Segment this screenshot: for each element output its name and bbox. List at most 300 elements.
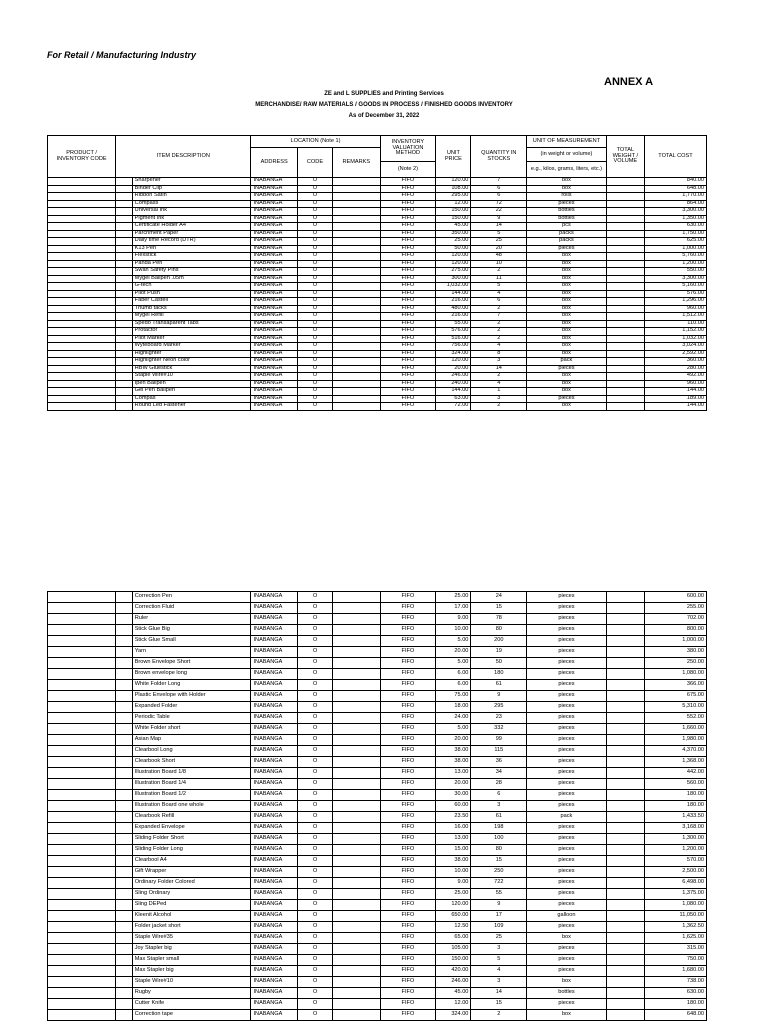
unit-of-measure-cell: box bbox=[527, 320, 607, 328]
unit-price-cell: 72.00 bbox=[436, 403, 471, 411]
total-weight-cell bbox=[606, 343, 644, 351]
total-cost-cell: 492.00 bbox=[644, 373, 706, 381]
quantity-cell: 4 bbox=[471, 966, 527, 977]
table-row bbox=[48, 889, 707, 900]
valuation-method-cell: FIFO bbox=[380, 193, 436, 201]
location-code-cell: O bbox=[297, 320, 332, 328]
sub-cell bbox=[116, 999, 133, 1010]
header-method: INVENTORY VALUATION METHOD bbox=[380, 136, 436, 162]
total-cost-cell: 1,512.00 bbox=[644, 313, 706, 321]
sub-cell bbox=[116, 768, 133, 779]
location-code-cell: O bbox=[297, 1010, 332, 1021]
remarks-cell bbox=[333, 867, 381, 878]
sub-cell bbox=[116, 977, 133, 988]
valuation-method-cell: FIFO bbox=[380, 350, 436, 358]
total-cost-cell: 1,433.50 bbox=[644, 812, 706, 823]
quantity-cell: 15 bbox=[471, 603, 527, 614]
table-row bbox=[48, 343, 707, 351]
location-code-cell: O bbox=[297, 380, 332, 388]
table-row bbox=[48, 592, 707, 603]
unit-price-cell: 12.00 bbox=[436, 200, 471, 208]
quantity-cell: 36 bbox=[471, 757, 527, 768]
valuation-method-cell: FIFO bbox=[380, 283, 436, 291]
unit-price-cell: 480.00 bbox=[436, 305, 471, 313]
unit-of-measure-cell: galloon bbox=[527, 911, 607, 922]
valuation-method-cell: FIFO bbox=[380, 680, 436, 691]
header-total: TOTAL COST bbox=[644, 136, 706, 178]
quantity-cell: 2 bbox=[471, 328, 527, 336]
address-cell: INABANGA bbox=[251, 328, 297, 336]
unit-price-cell: 23.50 bbox=[436, 812, 471, 823]
code-cell bbox=[48, 373, 116, 381]
valuation-method-cell: FIFO bbox=[380, 911, 436, 922]
location-code-cell: O bbox=[297, 823, 332, 834]
remarks-cell bbox=[333, 614, 381, 625]
address-cell: INABANGA bbox=[251, 298, 297, 306]
sub-cell bbox=[116, 702, 133, 713]
remarks-cell bbox=[333, 889, 381, 900]
total-weight-cell bbox=[606, 320, 644, 328]
quantity-cell: 2 bbox=[471, 320, 527, 328]
unit-price-cell: 18.00 bbox=[436, 702, 471, 713]
header-remarks: REMARKS bbox=[333, 148, 381, 178]
address-cell: INABANGA bbox=[251, 200, 297, 208]
valuation-method-cell: FIFO bbox=[380, 966, 436, 977]
unit-price-cell: 55.00 bbox=[436, 320, 471, 328]
valuation-method-cell: FIFO bbox=[380, 669, 436, 680]
code-cell bbox=[48, 298, 116, 306]
header-desc: ITEM DESCRIPTION bbox=[116, 136, 251, 178]
remarks-cell bbox=[333, 999, 381, 1010]
item-description: Pilot Marker bbox=[132, 335, 251, 343]
quantity-cell: 332 bbox=[471, 724, 527, 735]
unit-of-measure-cell: pieces bbox=[527, 856, 607, 867]
unit-price-cell: 295.00 bbox=[436, 193, 471, 201]
code-cell bbox=[48, 592, 116, 603]
address-cell: INABANGA bbox=[251, 388, 297, 396]
table-row bbox=[48, 268, 707, 276]
quantity-cell: 6 bbox=[471, 790, 527, 801]
item-description: Brown Envelope Short bbox=[132, 658, 251, 669]
quantity-cell: 722 bbox=[471, 878, 527, 889]
code-cell bbox=[48, 702, 116, 713]
inventory-table-2 bbox=[47, 591, 707, 1021]
unit-price-cell: 13.00 bbox=[436, 834, 471, 845]
table-row bbox=[48, 724, 707, 735]
unit-price-cell: 108.00 bbox=[436, 185, 471, 193]
code-cell bbox=[48, 614, 116, 625]
code-cell bbox=[48, 365, 116, 373]
item-description: Ruler bbox=[132, 614, 251, 625]
sub-cell bbox=[116, 208, 133, 216]
unit-of-measure-cell: box bbox=[527, 977, 607, 988]
address-cell: INABANGA bbox=[251, 403, 297, 411]
address-cell: INABANGA bbox=[251, 988, 297, 999]
location-code-cell: O bbox=[297, 658, 332, 669]
unit-of-measure-cell: pieces bbox=[527, 944, 607, 955]
table-row bbox=[48, 812, 707, 823]
address-cell: INABANGA bbox=[251, 335, 297, 343]
total-weight-cell bbox=[606, 223, 644, 231]
unit-of-measure-cell: pieces bbox=[527, 647, 607, 658]
sub-cell bbox=[116, 713, 133, 724]
remarks-cell bbox=[333, 223, 381, 231]
total-weight-cell bbox=[606, 253, 644, 261]
total-cost-cell: 255.00 bbox=[644, 603, 706, 614]
total-weight-cell bbox=[606, 735, 644, 746]
table-row bbox=[48, 275, 707, 283]
total-cost-cell: 250.00 bbox=[644, 658, 706, 669]
unit-of-measure-cell: pcs bbox=[527, 223, 607, 231]
code-cell bbox=[48, 856, 116, 867]
total-cost-cell: 864.00 bbox=[644, 200, 706, 208]
address-cell: INABANGA bbox=[251, 911, 297, 922]
sub-cell bbox=[116, 245, 133, 253]
sub-cell bbox=[116, 335, 133, 343]
total-cost-cell: 1,000.00 bbox=[644, 636, 706, 647]
code-cell bbox=[48, 669, 116, 680]
unit-price-cell: 15.00 bbox=[436, 845, 471, 856]
location-code-cell: O bbox=[297, 922, 332, 933]
sub-cell bbox=[116, 845, 133, 856]
unit-price-cell: 25.00 bbox=[436, 592, 471, 603]
quantity-cell: 2 bbox=[471, 268, 527, 276]
unit-price-cell: 150.00 bbox=[436, 215, 471, 223]
code-cell bbox=[48, 380, 116, 388]
valuation-method-cell: FIFO bbox=[380, 889, 436, 900]
quantity-cell: 109 bbox=[471, 922, 527, 933]
location-code-cell: O bbox=[297, 647, 332, 658]
valuation-method-cell: FIFO bbox=[380, 900, 436, 911]
item-description: White Folder Long bbox=[132, 680, 251, 691]
location-code-cell: O bbox=[297, 365, 332, 373]
annex-label: ANNEX A bbox=[604, 76, 654, 88]
quantity-cell: 5 bbox=[471, 283, 527, 291]
unit-of-measure-cell: box bbox=[527, 933, 607, 944]
item-description: Sharpener bbox=[132, 178, 251, 186]
quantity-cell: 9 bbox=[471, 900, 527, 911]
item-description: Certificate Holder A4 bbox=[132, 223, 251, 231]
unit-of-measure-cell: pieces bbox=[527, 669, 607, 680]
total-weight-cell bbox=[606, 328, 644, 336]
unit-price-cell: 516.00 bbox=[436, 335, 471, 343]
address-cell: INABANGA bbox=[251, 658, 297, 669]
total-cost-cell: 360.00 bbox=[644, 358, 706, 366]
code-cell bbox=[48, 215, 116, 223]
header-price: UNIT PRICE bbox=[436, 136, 471, 178]
item-description: Wyteboard Marker bbox=[132, 343, 251, 351]
address-cell: INABANGA bbox=[251, 350, 297, 358]
table-header bbox=[48, 136, 707, 178]
sub-cell bbox=[116, 801, 133, 812]
item-description: Ordinary Folder Colored bbox=[132, 878, 251, 889]
code-cell bbox=[48, 768, 116, 779]
table-1-body bbox=[48, 178, 707, 411]
total-weight-cell bbox=[606, 380, 644, 388]
item-description: Stick Glue Big bbox=[132, 625, 251, 636]
unit-price-cell: 38.00 bbox=[436, 746, 471, 757]
code-cell bbox=[48, 636, 116, 647]
unit-of-measure-cell: box bbox=[527, 305, 607, 313]
total-weight-cell bbox=[606, 867, 644, 878]
sub-cell bbox=[116, 746, 133, 757]
item-description: Expanded Envelope bbox=[132, 823, 251, 834]
total-weight-cell bbox=[606, 757, 644, 768]
address-cell: INABANGA bbox=[251, 966, 297, 977]
valuation-method-cell: FIFO bbox=[380, 856, 436, 867]
item-description: Thumb tacks bbox=[132, 305, 251, 313]
table-row bbox=[48, 253, 707, 261]
location-code-cell: O bbox=[297, 867, 332, 878]
total-cost-cell: 4,370.00 bbox=[644, 746, 706, 757]
quantity-cell: 25 bbox=[471, 933, 527, 944]
valuation-method-cell: FIFO bbox=[380, 403, 436, 411]
total-cost-cell: 1,680.00 bbox=[644, 966, 706, 977]
table-row bbox=[48, 200, 707, 208]
sub-cell bbox=[116, 988, 133, 999]
sub-cell bbox=[116, 878, 133, 889]
table-row bbox=[48, 845, 707, 856]
location-code-cell: O bbox=[297, 305, 332, 313]
location-code-cell: O bbox=[297, 275, 332, 283]
table-row bbox=[48, 380, 707, 388]
unit-of-measure-cell: pieces bbox=[527, 823, 607, 834]
header-uom-example: e.g., kilos, grams, liters, etc.) bbox=[527, 162, 607, 178]
total-weight-cell bbox=[606, 388, 644, 396]
unit-of-measure-cell: box bbox=[527, 403, 607, 411]
item-description: Max Stapler small bbox=[132, 955, 251, 966]
location-code-cell: O bbox=[297, 680, 332, 691]
total-cost-cell: 380.00 bbox=[644, 647, 706, 658]
table-row bbox=[48, 298, 707, 306]
table-row bbox=[48, 647, 707, 658]
unit-price-cell: 60.00 bbox=[436, 801, 471, 812]
table-row bbox=[48, 260, 707, 268]
sub-cell bbox=[116, 193, 133, 201]
location-code-cell: O bbox=[297, 790, 332, 801]
table-row bbox=[48, 636, 707, 647]
sub-cell bbox=[116, 922, 133, 933]
address-cell: INABANGA bbox=[251, 713, 297, 724]
valuation-method-cell: FIFO bbox=[380, 208, 436, 216]
total-weight-cell bbox=[606, 790, 644, 801]
unit-of-measure-cell: box bbox=[527, 268, 607, 276]
location-code-cell: O bbox=[297, 834, 332, 845]
address-cell: INABANGA bbox=[251, 373, 297, 381]
table-row bbox=[48, 223, 707, 231]
table-row bbox=[48, 350, 707, 358]
quantity-cell: 5 bbox=[471, 230, 527, 238]
total-cost-cell: 960.00 bbox=[644, 305, 706, 313]
unit-of-measure-cell: pieces bbox=[527, 966, 607, 977]
unit-of-measure-cell: box bbox=[527, 178, 607, 186]
valuation-method-cell: FIFO bbox=[380, 944, 436, 955]
unit-price-cell: 150.00 bbox=[436, 955, 471, 966]
sub-cell bbox=[116, 900, 133, 911]
unit-of-measure-cell: pieces bbox=[527, 592, 607, 603]
quantity-cell: 23 bbox=[471, 713, 527, 724]
valuation-method-cell: FIFO bbox=[380, 977, 436, 988]
unit-price-cell: 20.00 bbox=[436, 779, 471, 790]
sub-cell bbox=[116, 691, 133, 702]
total-weight-cell bbox=[606, 268, 644, 276]
unit-price-cell: 240.00 bbox=[436, 380, 471, 388]
table-row bbox=[48, 966, 707, 977]
item-description: K13 Pen bbox=[132, 245, 251, 253]
address-cell: INABANGA bbox=[251, 343, 297, 351]
location-code-cell: O bbox=[297, 801, 332, 812]
valuation-method-cell: FIFO bbox=[380, 955, 436, 966]
sub-cell bbox=[116, 955, 133, 966]
valuation-method-cell: FIFO bbox=[380, 373, 436, 381]
unit-price-cell: 246.00 bbox=[436, 977, 471, 988]
remarks-cell bbox=[333, 260, 381, 268]
location-code-cell: O bbox=[297, 735, 332, 746]
remarks-cell bbox=[333, 305, 381, 313]
remarks-cell bbox=[333, 313, 381, 321]
valuation-method-cell: FIFO bbox=[380, 658, 436, 669]
unit-of-measure-cell: pieces bbox=[527, 889, 607, 900]
sub-cell bbox=[116, 185, 133, 193]
code-cell bbox=[48, 208, 116, 216]
remarks-cell bbox=[333, 878, 381, 889]
item-description: Folder jacket short bbox=[132, 922, 251, 933]
remarks-cell bbox=[333, 933, 381, 944]
address-cell: INABANGA bbox=[251, 999, 297, 1010]
remarks-cell bbox=[333, 691, 381, 702]
quantity-cell: 5 bbox=[471, 955, 527, 966]
code-cell bbox=[48, 343, 116, 351]
code-cell bbox=[48, 724, 116, 735]
unit-price-cell: 65.00 bbox=[436, 933, 471, 944]
unit-price-cell: 300.00 bbox=[436, 275, 471, 283]
total-weight-cell bbox=[606, 911, 644, 922]
table-row bbox=[48, 680, 707, 691]
unit-of-measure-cell: box bbox=[527, 260, 607, 268]
item-description: Sliding Folder Short bbox=[132, 834, 251, 845]
total-cost-cell: 960.00 bbox=[644, 380, 706, 388]
quantity-cell: 55 bbox=[471, 889, 527, 900]
total-cost-cell: 1,000.00 bbox=[644, 245, 706, 253]
valuation-method-cell: FIFO bbox=[380, 343, 436, 351]
unit-of-measure-cell: pieces bbox=[527, 724, 607, 735]
total-cost-cell: 1,660.00 bbox=[644, 724, 706, 735]
sub-cell bbox=[116, 268, 133, 276]
unit-price-cell: 13.00 bbox=[436, 768, 471, 779]
total-cost-cell: 2,592.00 bbox=[644, 350, 706, 358]
unit-price-cell: 120.00 bbox=[436, 178, 471, 186]
remarks-cell bbox=[333, 365, 381, 373]
total-weight-cell bbox=[606, 358, 644, 366]
quantity-cell: 28 bbox=[471, 779, 527, 790]
code-cell bbox=[48, 845, 116, 856]
location-code-cell: O bbox=[297, 373, 332, 381]
code-cell bbox=[48, 746, 116, 757]
sub-cell bbox=[116, 966, 133, 977]
table-row bbox=[48, 185, 707, 193]
address-cell: INABANGA bbox=[251, 625, 297, 636]
unit-of-measure-cell: pieces bbox=[527, 395, 607, 403]
header-code: PRODUCT / INVENTORY CODE bbox=[48, 136, 116, 178]
unit-of-measure-cell: rolls bbox=[527, 193, 607, 201]
total-cost-cell: 800.00 bbox=[644, 625, 706, 636]
total-cost-cell: 180.00 bbox=[644, 999, 706, 1010]
valuation-method-cell: FIFO bbox=[380, 253, 436, 261]
quantity-cell: 6 bbox=[471, 193, 527, 201]
unit-of-measure-cell: pieces bbox=[527, 746, 607, 757]
quantity-cell: 3 bbox=[471, 358, 527, 366]
total-cost-cell: 180.00 bbox=[644, 790, 706, 801]
header-address: ADDRESS bbox=[251, 148, 297, 178]
location-code-cell: O bbox=[297, 669, 332, 680]
sub-cell bbox=[116, 823, 133, 834]
unit-of-measure-cell: bottles bbox=[527, 208, 607, 216]
unit-of-measure-cell: box bbox=[527, 350, 607, 358]
unit-price-cell: 38.00 bbox=[436, 757, 471, 768]
total-weight-cell bbox=[606, 260, 644, 268]
table-row bbox=[48, 746, 707, 757]
remarks-cell bbox=[333, 275, 381, 283]
unit-price-cell: 5.00 bbox=[436, 658, 471, 669]
total-weight-cell bbox=[606, 988, 644, 999]
quantity-cell: 2 bbox=[471, 373, 527, 381]
address-cell: INABANGA bbox=[251, 193, 297, 201]
location-code-cell: O bbox=[297, 245, 332, 253]
total-weight-cell bbox=[606, 208, 644, 216]
item-description: Correction Pen bbox=[132, 592, 251, 603]
valuation-method-cell: FIFO bbox=[380, 933, 436, 944]
code-cell bbox=[48, 245, 116, 253]
item-description: Periodic Table bbox=[132, 713, 251, 724]
address-cell: INABANGA bbox=[251, 313, 297, 321]
header-note2: (Note 2) bbox=[380, 162, 436, 178]
sub-cell bbox=[116, 779, 133, 790]
location-code-cell: O bbox=[297, 966, 332, 977]
unit-price-cell: 63.00 bbox=[436, 395, 471, 403]
unit-price-cell: 324.00 bbox=[436, 1010, 471, 1021]
quantity-cell: 11 bbox=[471, 275, 527, 283]
code-cell bbox=[48, 713, 116, 724]
location-code-cell: O bbox=[297, 260, 332, 268]
total-weight-cell bbox=[606, 801, 644, 812]
valuation-method-cell: FIFO bbox=[380, 358, 436, 366]
remarks-cell bbox=[333, 185, 381, 193]
total-weight-cell bbox=[606, 768, 644, 779]
total-cost-cell: 750.00 bbox=[644, 955, 706, 966]
unit-price-cell: 25.00 bbox=[436, 889, 471, 900]
valuation-method-cell: FIFO bbox=[380, 388, 436, 396]
unit-price-cell: 350.00 bbox=[436, 230, 471, 238]
item-description: Spedo Transaparent Tabs bbox=[132, 320, 251, 328]
quantity-cell: 15 bbox=[471, 856, 527, 867]
valuation-method-cell: FIFO bbox=[380, 746, 436, 757]
valuation-method-cell: FIFO bbox=[380, 735, 436, 746]
unit-of-measure-cell: box bbox=[527, 373, 607, 381]
quantity-cell: 200 bbox=[471, 636, 527, 647]
table-row bbox=[48, 358, 707, 366]
remarks-cell bbox=[333, 845, 381, 856]
table-row bbox=[48, 933, 707, 944]
total-weight-cell bbox=[606, 592, 644, 603]
location-code-cell: O bbox=[297, 193, 332, 201]
unit-price-cell: 105.00 bbox=[436, 944, 471, 955]
total-cost-cell: 625.00 bbox=[644, 238, 706, 246]
sub-cell bbox=[116, 238, 133, 246]
address-cell: INABANGA bbox=[251, 647, 297, 658]
total-weight-cell bbox=[606, 283, 644, 291]
total-weight-cell bbox=[606, 298, 644, 306]
code-cell bbox=[48, 305, 116, 313]
